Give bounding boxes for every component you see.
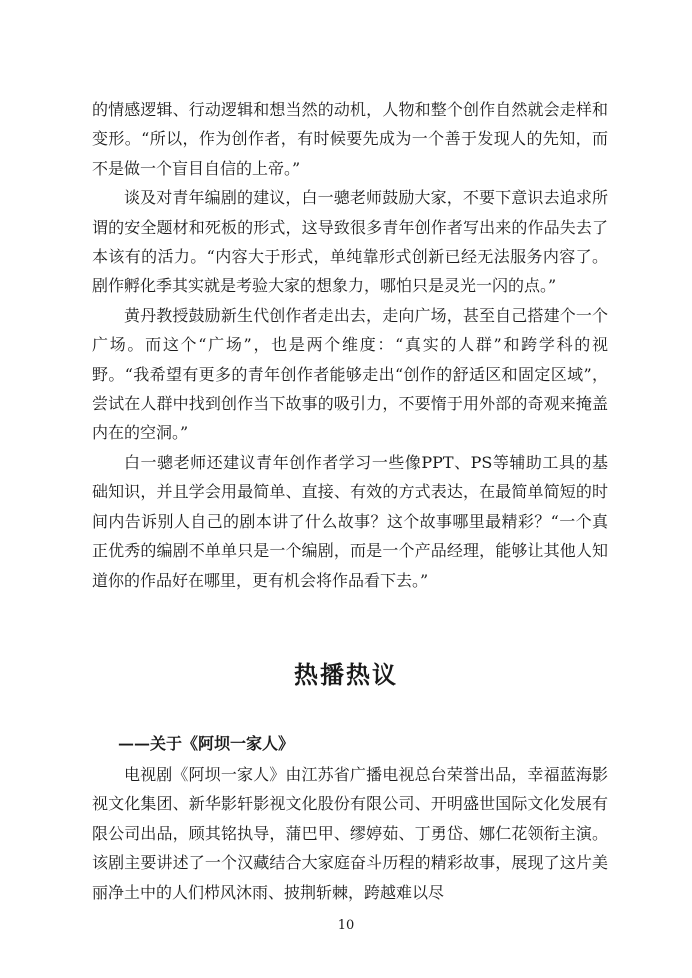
paragraph-continuation: 的情感逻辑、行动逻辑和想当然的动机，人物和整个创作自然就会走样和变形。“所以，作为创作者，有时候要先成为一个善于发现人的先知，而不是做一个盲目自信的上帝。” xyxy=(92,100,608,178)
paragraph: 黄丹教授鼓励新生代创作者走出去，走向广场，甚至自己搭建个一个广场。而这个“广场”，也是两个维度：“真实的人群”和跨学科的视野。“我希望有更多的青年创作者能够走出“创作的舒适区和固定区域”，尝试在人群中找到创作当下故事的吸引力，不要惰于用外部的奇观来掩盖内在的空洞。” xyxy=(92,305,608,443)
page-number: 10 xyxy=(337,918,355,933)
paragraph: 电视剧《阿坝一家人》由江苏省广播电视总台荣誉出品，幸福蓝海影视文化集团、新华影轩影视文化股份有限公司、开明盛世国际文化发展有限公司出品，顾其铭执导，蒲巴甲、缪婷茹、丁勇岱、娜仁花领衔主演。该剧主要讲述了一个汉藏结合大家庭奋斗历程的精彩故事，展现了这片美丽净土中的人们栉风沐雨、披荆斩棘，跨越难以尽 xyxy=(92,765,608,902)
section-subtitle: ——关于《阿坝一家人》 xyxy=(118,734,295,753)
article-body-bottom xyxy=(92,760,608,907)
section-title: 热播热议 xyxy=(294,661,398,689)
paragraph: 白一骢老师还建议青年创作者学习一些像PPT、PS等辅助工具的基础知识，并且学会用最简单、直接、有效的方式表达，在最简单简短的时间内告诉别人自己的剧本讲了什么故事？这个故事哪里最精彩？“一个真正优秀的编剧不单单只是一个编剧，而是一个产品经理，能够让其他人知道你的作品好在哪里，更有机会将作品看下去。” xyxy=(92,452,608,590)
paragraph: 谈及对青年编剧的建议，白一骢老师鼓励大家，不要下意识去追求所谓的安全题材和死板的形式，这导致很多青年创作者写出来的作品失去了本该有的活力。“内容大于形式，单纯靠形式创新已经无法服务内容了。剧作孵化季其实就是考验大家的想象力，哪怕只是灵光一闪的点。” xyxy=(92,188,608,296)
article-body-top xyxy=(92,95,608,595)
